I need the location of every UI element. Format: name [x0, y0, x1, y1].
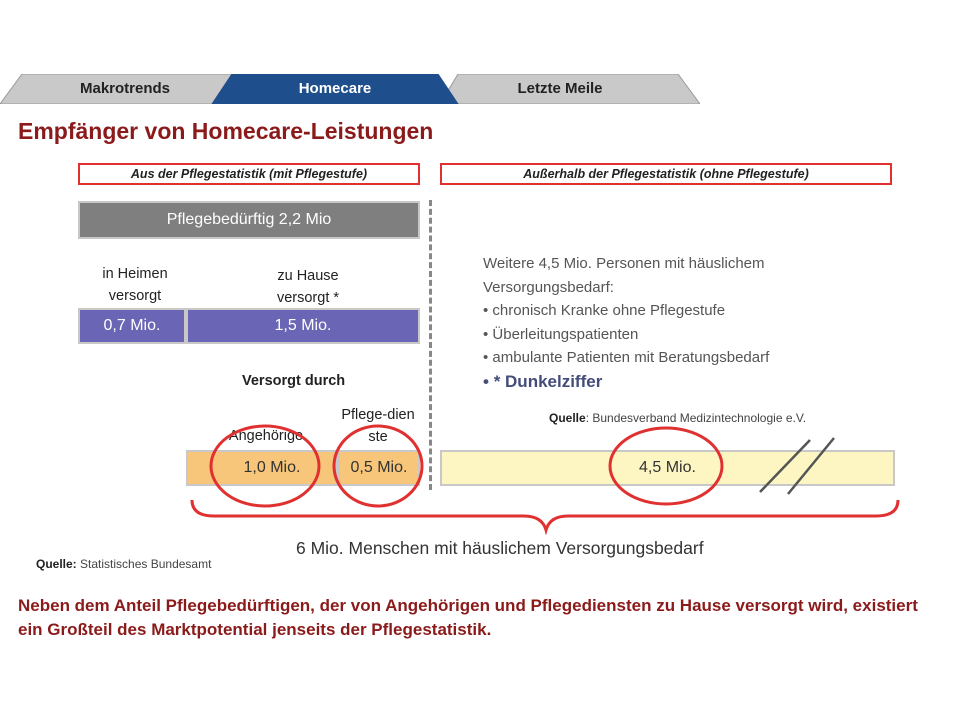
tab-makrotrends[interactable]: Makrotrends: [79, 80, 171, 97]
extra-highlight-circle: [610, 428, 722, 504]
pflegedienste-value-bar: 0,5 Mio.: [338, 450, 420, 486]
versorgt-durch-label: Versorgt durch: [242, 373, 346, 389]
conclusion-text: Neben dem Anteil Pflegebedürftigen, der von Angehörigen und Pflegediensten zu Hause versorgt wird, existiert ein Großteil des Marktpotential jenseits der Pflegestatistik.: [18, 596, 918, 639]
axis-break-mark: [788, 438, 834, 494]
pflegedienste-label: Pflege-dienste: [341, 407, 415, 445]
tab-homecare[interactable]: Homecare: [298, 80, 372, 97]
source-right: Quelle: Bundesverband Medizintechnologie e.V.: [549, 411, 807, 425]
info-intro: Weitere 4,5 Mio. Personen mit häuslichem Versorgungsbedarf:: [483, 255, 765, 296]
angehoerige-highlight-circle: [211, 426, 319, 506]
pflegebeduerftig-bar: Pflegebedürftig 2,2 Mio: [78, 201, 420, 239]
angehoerige-value-bar: 1,0 Mio.: [186, 450, 338, 486]
summary-text: 6 Mio. Menschen mit häuslichem Versorgungsbedarf: [296, 538, 704, 558]
info-bullet: • Überleitungspatienten: [483, 325, 639, 343]
total-brace: [192, 500, 898, 530]
heime-label: in Heimen versorgt: [102, 266, 168, 304]
pflegedienste-highlight-circle: [334, 426, 422, 506]
info-bullet: • ambulante Patienten mit Beratungsbedarf: [483, 349, 770, 366]
zuhause-label: zu Hause versorgt *: [276, 268, 340, 306]
info-bullet: • chronisch Kranke ohne Pflegestufe: [483, 302, 726, 319]
heime-value-bar: 0,7 Mio.: [78, 308, 186, 344]
extra-value-bar: 4,5 Mio.: [440, 450, 895, 486]
tab-letzte-meile[interactable]: Letzte Meile: [517, 80, 603, 97]
info-highlight: • * Dunkelziffer: [483, 371, 603, 391]
right-section-header: Außerhalb der Pflegestatistik (ohne Pflegestufe): [440, 163, 892, 185]
left-section-header: Aus der Pflegestatistik (mit Pflegestufe): [78, 163, 420, 185]
page-title: Empfänger von Homecare-Leistungen: [18, 118, 434, 144]
zuhause-value-bar: 1,5 Mio.: [186, 308, 420, 344]
angehoerige-label: Angehörige: [228, 428, 304, 444]
axis-break-mark: [760, 440, 810, 492]
source-left: Quelle: Statistisches Bundesamt: [36, 557, 212, 571]
